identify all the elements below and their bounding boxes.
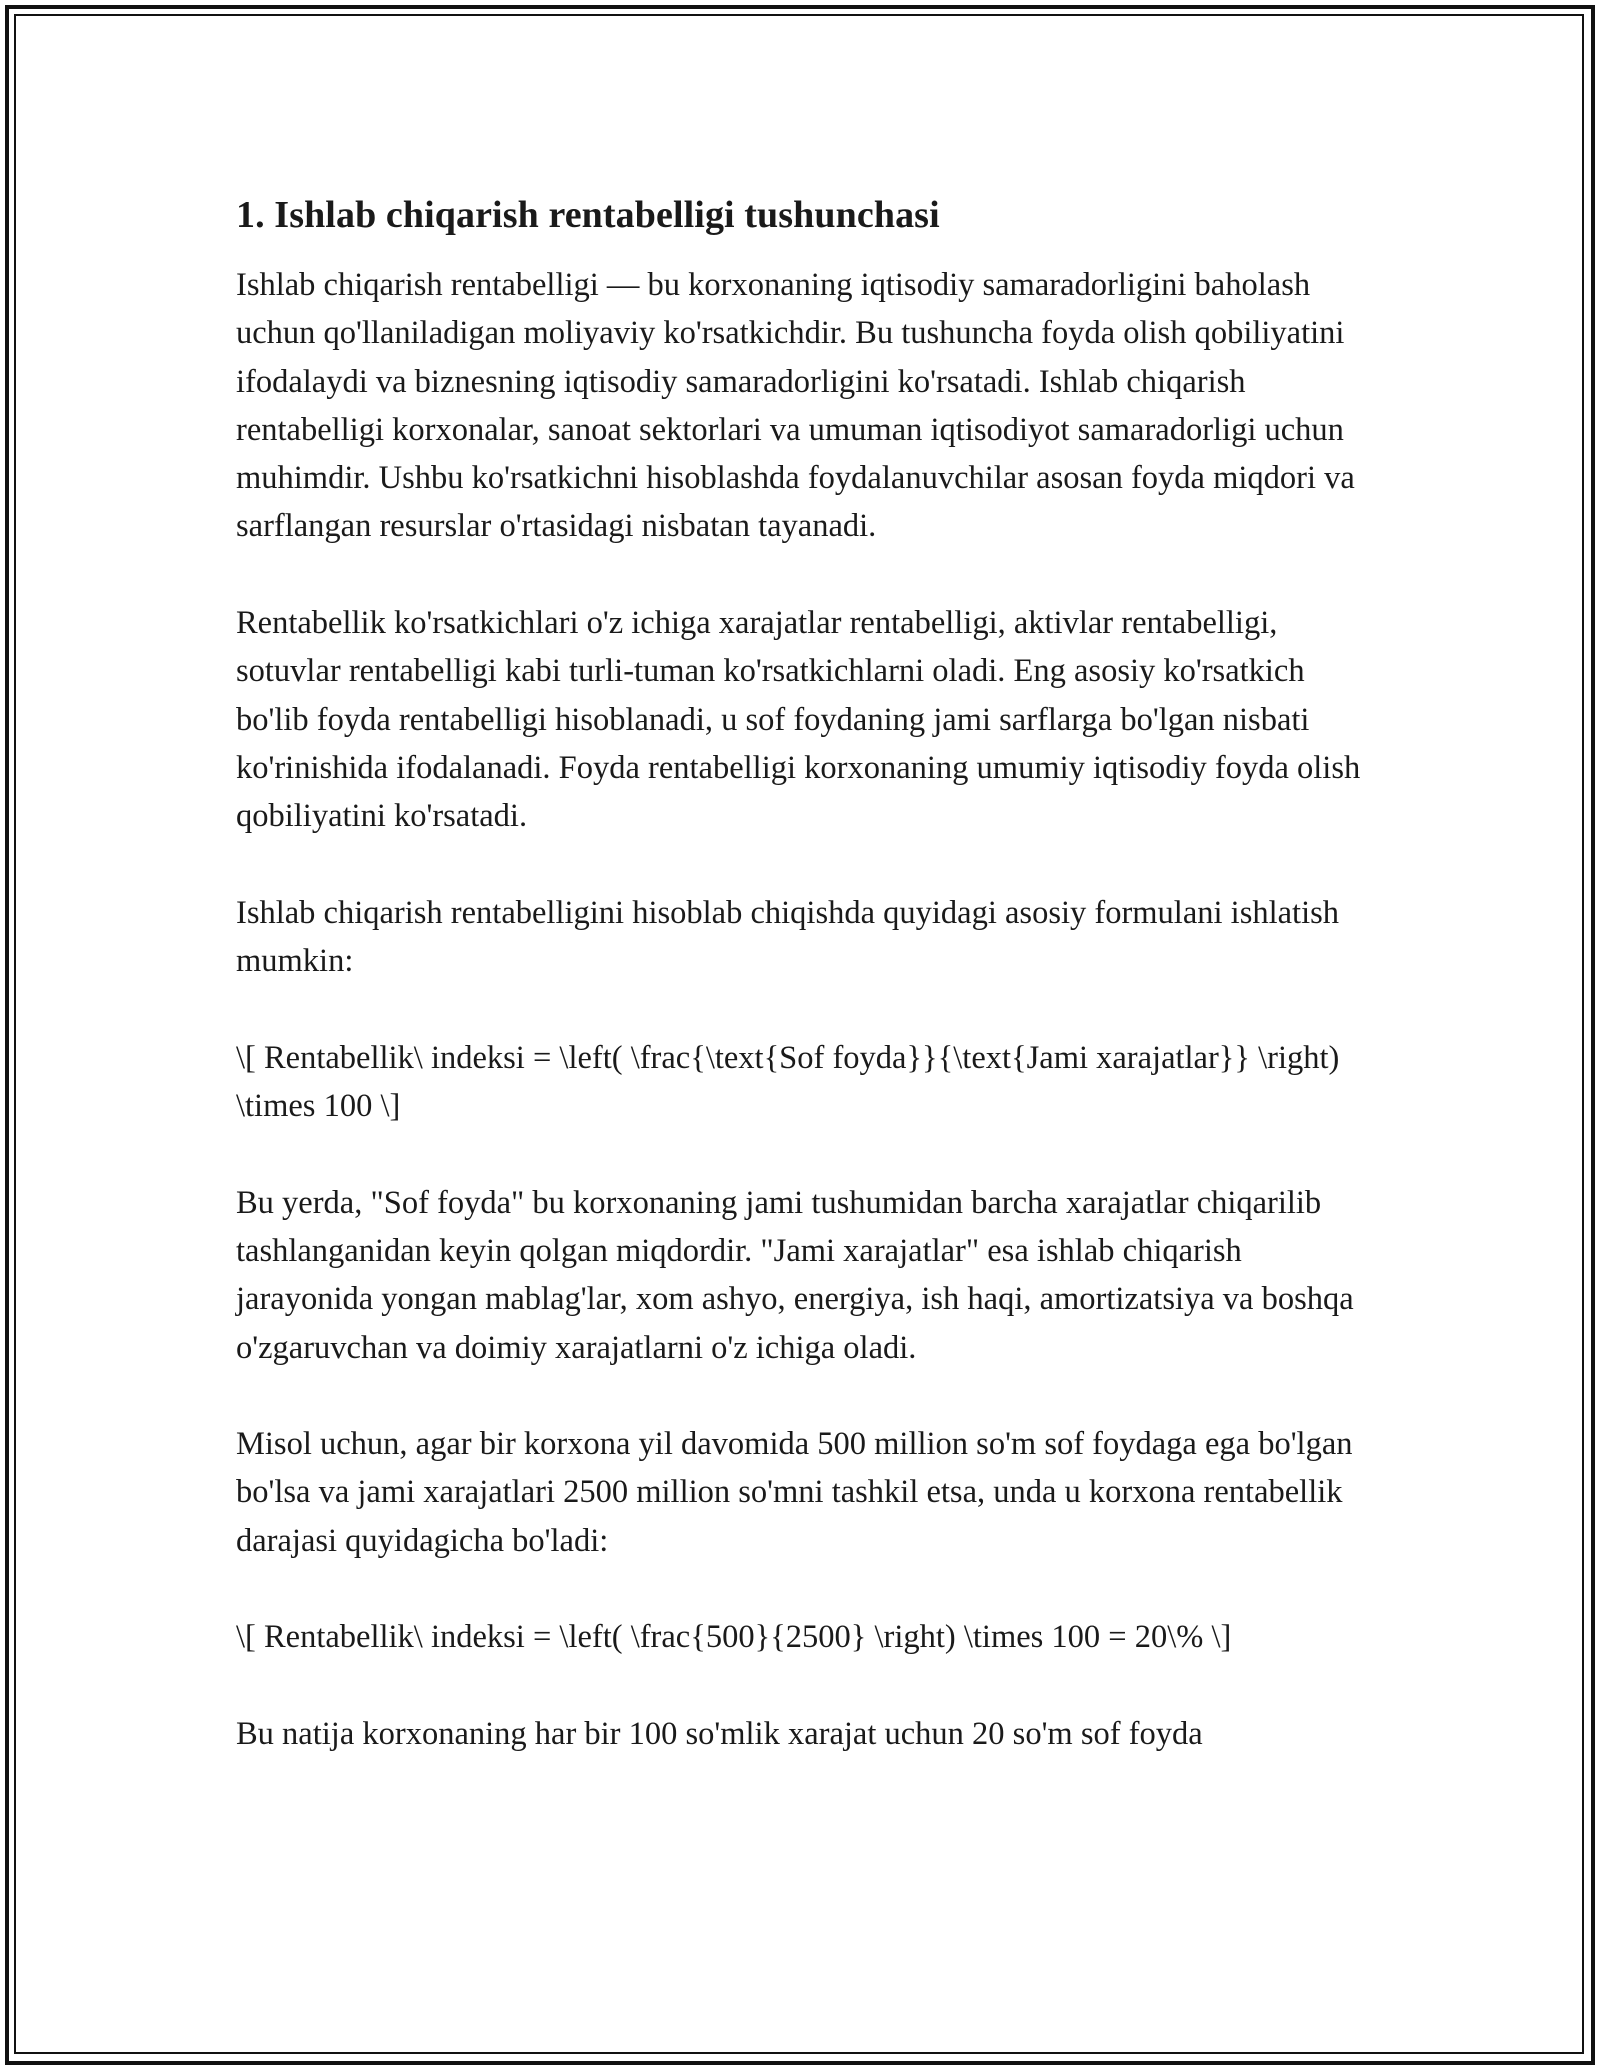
paragraph-formula-intro: Ishlab chiqarish rentabelligini hisoblab chiqishda quyidagi asosiy formulani ishlatish mumkin: — [236, 894, 1340, 980]
paragraph-result: Bu natija korxonaning har bir 100 so'mlik xarajat uchun 20 so'm sof foyda — [236, 1715, 1203, 1752]
paragraph-spacer — [236, 1130, 1376, 1178]
paragraph-indicators: Rentabellik ko'rsatkichlari o'z ichiga xarajatlar rentabelligi, aktivlar rentabelligi, sotuvlar rentabelligi kabi turli-tuman ko'rsatkichlarni oladi. Eng asosiy ko'rsatkich bo'lib foyda rentabelligi hisoblanadi, u sof foydaning jami sarflarga bo'lgan nisbati ko'rinishida ifodalanadi. Foyda rentabelligi korxonaning umumiy iqtisodiy foyda olish qobiliyatini ko'rsatadi. — [236, 605, 1361, 835]
formula-example: \[ Rentabellik\ indeksi = \left( \frac{500}{2500} \right) \times 100 = 20\% \] — [236, 1619, 1232, 1656]
document-body — [236, 183, 1376, 1758]
paragraph-spacer — [236, 1662, 1376, 1710]
paragraph-spacer — [236, 841, 1376, 889]
paragraph-explanation: Bu yerda, "Sof foyda" bu korxonaning jami tushumidan barcha xarajatlar chiqarilib tashlanganidan keyin qolgan miqdordir. "Jami xarajatlar" esa ishlab chiqarish jarayonida yongan mablag'lar, xom ashyo, energiya, ish haqi, amortizatsiya va boshqa o'zgaruvchan va doimiy xarajatlarni o'z ichiga oladi. — [236, 1184, 1354, 1366]
paragraph-definition: Ishlab chiqarish rentabelligi — bu korxonaning iqtisodiy samaradorligini baholash uchun qo'llaniladigan moliyaviy ko'rsatkichdir. Bu tushuncha foyda olish qobiliyatini ifodalaydi va biznesning iqtisodiy samaradorligini ko'rsatadi. Ishlab chiqarish rentabelligi korxonalar, sanoat sektorlari va umuman iqtisodiyot samaradorligi uchun muhimdir. Ushbu ko'rsatkichni hisoblashda foydalanuvchilar asosan foyda miqdori va sarflangan resurslar o'rtasidagi nisbatan tayanadi. — [236, 267, 1355, 545]
paragraph-spacer — [236, 1565, 1376, 1613]
paragraph-spacer — [236, 985, 1376, 1033]
paragraph-example: Misol uchun, agar bir korxona yil davomida 500 million so'm sof foydaga ega bo'lgan bo'lsa va jami xarajatlari 2500 million so'mni tashkil etsa, unda u korxona rentabellik darajasi quyidagicha bo'ladi: — [236, 1426, 1353, 1559]
paragraph-spacer — [236, 1372, 1376, 1420]
paragraph-spacer — [236, 551, 1376, 599]
formula-general: \[ Rentabellik\ indeksi = \left( \frac{\text{Sof foyda}}{\text{Jami xarajatlar}} \right) \times 100 \] — [236, 1039, 1340, 1125]
section-heading: 1. Ishlab chiqarish rentabelligi tushunchasi — [236, 194, 940, 236]
